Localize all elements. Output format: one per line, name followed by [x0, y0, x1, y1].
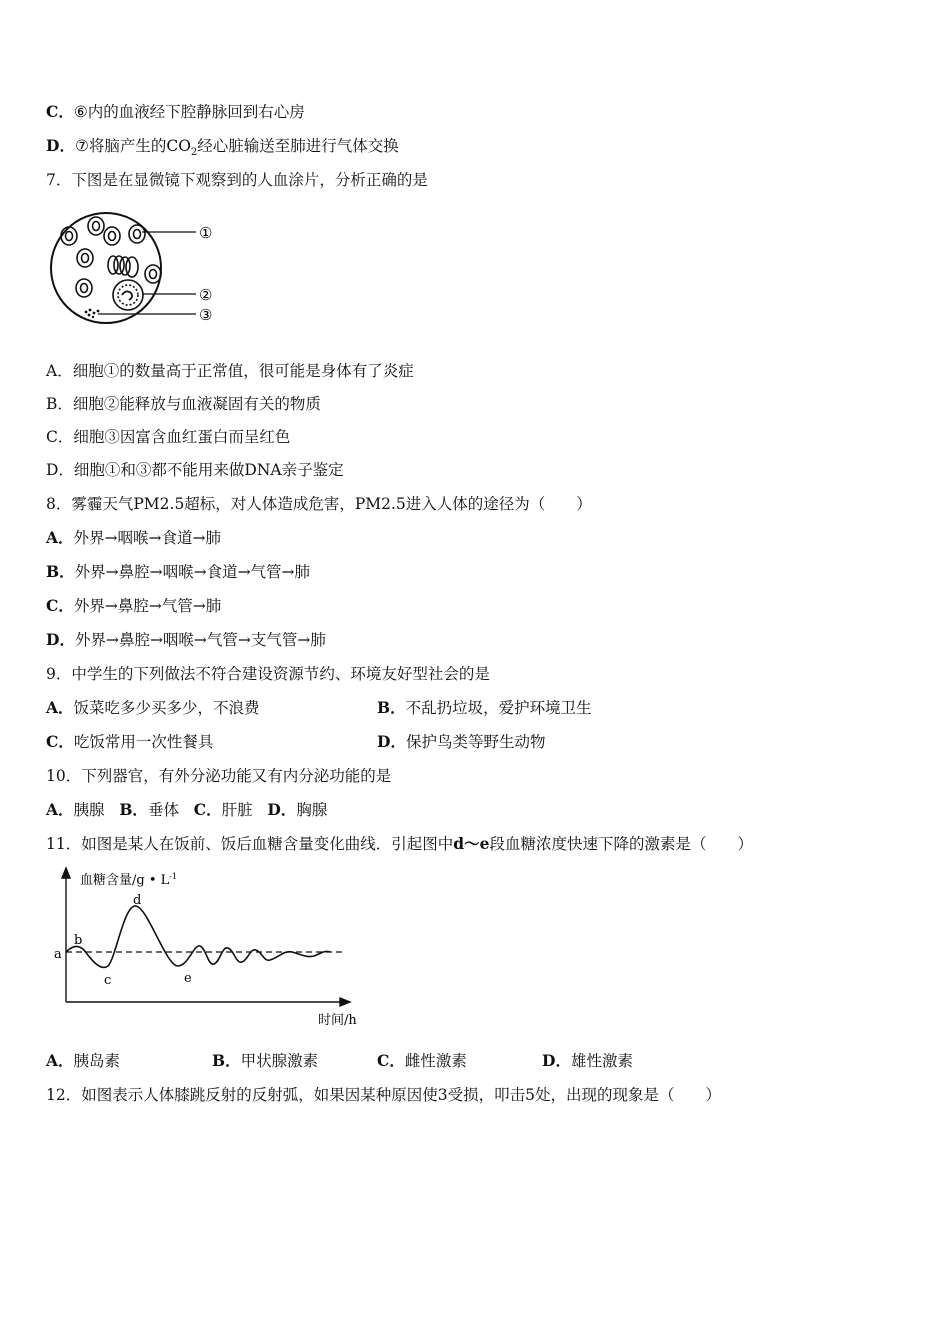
q9-option-d — [377, 732, 545, 752]
stem-part-a: 11．如图是某人在饭前、饭后血糖含量变化曲线．引起图中 — [46, 835, 454, 853]
option-text: 外界→鼻腔→咽喉→食道→气管→肺 — [74, 563, 311, 581]
q11-option-c — [377, 1051, 467, 1071]
option-text: 不乱扔垃圾，爱护环境卫生 — [405, 699, 592, 717]
option-text: 胸腺 — [296, 801, 328, 819]
option-key: C． — [46, 596, 74, 615]
q6-option-d — [46, 136, 399, 163]
q11-stem — [46, 834, 753, 854]
q7-option-b: B．细胞②能释放与血液凝固有关的物质 — [46, 395, 321, 413]
option-key: C． — [46, 732, 74, 751]
option-text: 雄性激素 — [570, 1052, 633, 1070]
point-d: d — [133, 893, 142, 908]
point-c: c — [104, 973, 112, 988]
label-3: ③ — [199, 306, 213, 324]
q8-option-c — [46, 596, 221, 616]
q10-stem: 10．下列器官，有外分泌功能又有内分泌功能的是 — [46, 767, 392, 785]
option-text: 胰腺 — [73, 801, 105, 819]
platelets — [85, 309, 100, 319]
option-text: 保护鸟类等野生动物 — [405, 733, 546, 751]
option-key: D． — [267, 800, 297, 819]
q7-stem: 7．下图是在显微镜下观察到的人血涂片，分析正确的是 — [46, 171, 428, 189]
label-2: ② — [199, 286, 213, 304]
option-key: A． — [46, 1051, 74, 1070]
x-axis-label: 时间/h — [318, 1013, 357, 1028]
option-key: C． — [377, 1051, 405, 1070]
q12-stem: 12．如图表示人体膝跳反射的反射弧，如果因某种原因使3受损，叩击5处，出现的现象是（ ） — [46, 1086, 721, 1104]
q10-options — [46, 800, 327, 820]
option-text: 肝脏 — [221, 801, 253, 819]
option-text: 雌性激素 — [404, 1052, 467, 1070]
co2-subscript: 2 — [190, 147, 198, 159]
option-text: 垂体 — [147, 801, 179, 819]
q7-option-c: C．细胞③因富含血红蛋白而呈红色 — [46, 428, 291, 446]
option-key: B． — [46, 562, 75, 581]
q7-option-a: A．细胞①的数量高于正常值，很可能是身体有了炎症 — [46, 362, 414, 380]
option-text: ⑥内的血液经下腔静脉回到右心房 — [73, 103, 305, 121]
option-text-a: ⑦将脑产生的CO — [74, 137, 191, 155]
point-e: e — [184, 971, 192, 986]
option-text: 胰岛素 — [73, 1052, 121, 1070]
white-blood-cell — [113, 280, 143, 310]
blood-smear-figure — [48, 200, 228, 340]
option-text-b: 经心脏输送至肺进行气体交换 — [197, 137, 399, 155]
option-key: D． — [46, 136, 75, 155]
q8-stem: 8．雾霾天气PM2.5超标，对人体造成危害，PM2.5进入人体的途径为（ ） — [46, 495, 592, 513]
option-key: D． — [377, 732, 406, 751]
stem-part-c: 段血糖浓度快速下降的激素是（ ） — [489, 835, 753, 853]
q7-option-d: D．细胞①和③都不能用来做DNA亲子鉴定 — [46, 461, 344, 479]
q9-stem: 9．中学生的下列做法不符合建设资源节约、环境友好型社会的是 — [46, 665, 490, 683]
point-b: b — [74, 933, 83, 948]
option-text: 饭菜吃多少买多少，不浪费 — [73, 699, 260, 717]
option-text: 吃饭常用一次性餐具 — [73, 733, 214, 751]
option-key: A． — [46, 800, 74, 819]
q8-option-d — [46, 630, 326, 650]
option-key: A． — [46, 698, 74, 717]
q11-option-a — [46, 1051, 120, 1071]
option-key: B． — [119, 800, 148, 819]
q9-option-b — [377, 698, 592, 718]
q8-option-a — [46, 528, 221, 548]
option-key: B． — [377, 698, 406, 717]
q6-option-c — [46, 102, 305, 122]
y-axis-arrow — [62, 868, 70, 878]
option-text: 外界→鼻腔→咽喉→气管→支气管→肺 — [74, 631, 326, 649]
option-key: C． — [193, 800, 222, 819]
option-key: D． — [542, 1051, 571, 1070]
q11-option-b — [212, 1051, 318, 1071]
blood-sugar-graph — [48, 866, 368, 1032]
option-key: C． — [46, 102, 74, 121]
stem-part-b: d～e — [453, 834, 490, 853]
q11-option-d — [542, 1051, 633, 1071]
blood-sugar-curve — [66, 906, 330, 968]
option-text: 外界→鼻腔→气管→肺 — [73, 597, 222, 615]
option-text: 外界→咽喉→食道→肺 — [73, 529, 221, 547]
q8-option-b — [46, 562, 310, 582]
q9-option-c — [46, 732, 213, 752]
y-axis-label: 血糖含量/g • $L^{-1}$ — [80, 872, 178, 888]
x-axis-arrow — [340, 998, 350, 1006]
option-key: A． — [46, 528, 74, 547]
option-text: 甲状腺激素 — [240, 1052, 319, 1070]
q9-option-a — [46, 698, 260, 718]
label-1: ① — [199, 224, 213, 242]
option-key: B． — [212, 1051, 241, 1070]
point-a: a — [54, 947, 62, 962]
option-key: D． — [46, 630, 75, 649]
